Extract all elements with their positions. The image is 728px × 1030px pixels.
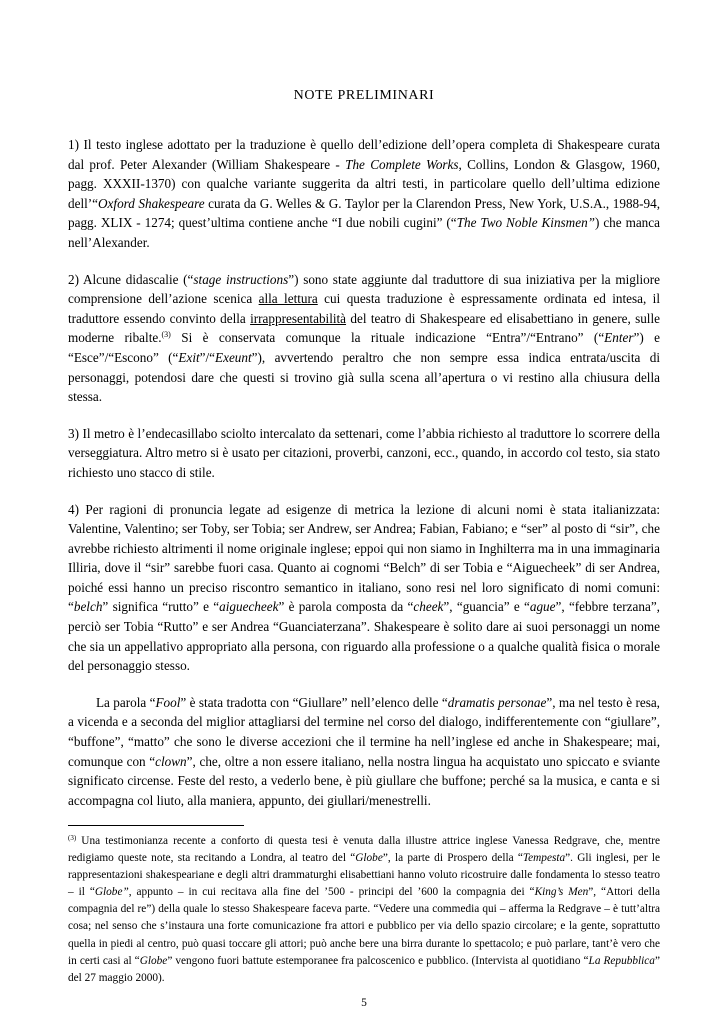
footnote-divider <box>68 825 244 826</box>
paragraph-2: 2) Alcune didascalie (“stage instructions”) sono state aggiunte dal traduttore di sua iniziativa per la migliore comprensione dell’azione scenica alla lettura cui questa traduzione è espressamente ordinata ed intesa, il traduttore essendo convinto della irrappresentabilità del teatro di Shakespeare ed elisabettiano in genere, sulle moderne ribalte.$^{(3)}$ Si è conservata comunque la rituale indicazione “Entra”/“Entrano” (“Enter”) e “Esce”/“Escono” (“Exit”/“Exeunt”), avvertendo peraltro che non sempre essa indica entrata/uscita di personaggi, potendosi dare che questi si trovino già sulla scena all’apertura o vi restino alla chiusura della stessa. <box>68 271 661 405</box>
footnote-marker: (3) <box>68 834 77 842</box>
document-body <box>68 135 660 827</box>
footnote: $^{(3)}$ Una testimonianza recente a conforto di questa tesi è venuta dalla illustre attrice inglese Vanessa Redgrave, che, mentre redigiamo queste note, sta recitando a Londra, al teatro del “Globe”, la parte di Prospero della “Tempesta”. Gli inglesi, per le rappresentazioni shakespeariane e degli altri drammaturghi elisabettiani hanno voluto ricostruire dalle fondamenta lo stesso teatro – il “Globe”, appunto – in cui recitava alla fine del ’500 - principi del ’600 la compagnia dei “King’s Men”, “Attori della compagnia del re”) della quale lo stesso Shakespeare faceva parte. “Vedere una commedia qui – afferma la Redgrave – è tutt’altra cosa; nel senso che s’instaura una forte comunicazione fra attori e pubblico per via dello spazio circolare; e la gente, soprattutto quella in piedi al centro, può quasi toccare gli attori; può anche bere una birra durante lo spettacolo; e può parlare, tant’è vero che in certi casi al “Globe” vengono fuori battute estemporanee fra palcoscenico e pubblico. (Intervista al quotidiano “La Repubblica” del 27 maggio 2000). <box>68 834 660 984</box>
page-title: NOTE PRELIMINARI <box>293 88 435 103</box>
paragraph-1: 1) Il testo inglese adottato per la traduzione è quello dell’edizione dell’opera completa di Shakespeare curata dal prof. Peter Alexander (William Shakespeare - The Complete Works, Collins, London & Glasgow, 1960, pagg. XXXII-1370) con qualche variante suggerita da altri testi, in particolare quello dell’ultima edizione dell’“Oxford Shakespeare curata da G. Welles & G. Taylor per la Clarendon Press, New York, U.S.A., 1988-94, pagg. XLIX - 1274; quest’ultima contiene anche “I due nobili cugini” (“The Two Noble Kinsmen”) che manca nell’Alexander. <box>68 137 661 250</box>
footnote-ref[interactable]: (3) <box>161 330 171 340</box>
page-number: 5 <box>361 997 367 1009</box>
paragraph-4: 4) Per ragioni di pronuncia legate ad esigenze di metrica la lezione di alcuni nomi è stata italianizzata: Valentine, Valentino; ser Toby, ser Tobia; ser Andrew, ser Andrea; Fabian, Fabiano; e “ser” al posto di “sir”, che avrebbe richiesto altrimenti il nome originale inglese; eppoi qui non siamo in Inghilterra ma in una immaginaria Illiria, dove il “sir” sarebbe fuori casa. Quanto ai cognomi “Belch” di ser Tobia e “Aiguecheek” di ser Andrea, poiché essi hanno un preciso riscontro semantico in italiano, sono resi nel loro significato di nomi comuni: “belch” significa “rutto” e “aiguecheek” è parola composta da “cheek”, “guancia” e “ague”, “febbre terzana”, perciò ser Tobia “Rutto” e ser Andrea “Guanciaterzana”. Shakespeare è solito dare ai suoi personaggi un nome che sia un appellativo appropriato alla persona, con riguardo alla professione o a qualche qualità fisica o morale del personaggio stesso. <box>68 501 660 674</box>
paragraph-3: 3) Il metro è l’endecasillabo sciolto intercalato da settenari, come l’abbia richiesto al traduttore lo scorrere della verseggiatura. Altro metro si è usato per citazioni, proverbi, canzoni, ecc., quando, in accordo col testo, sia stato richiesto uno stacco di stile. <box>68 425 660 480</box>
paragraph-5: La parola “Fool” è stata tradotta con “Giullare” nell’elenco delle “dramatis personae”, ma nel testo è resa, a vicenda e a seconda del miglior attagliarsi del termine nel corso del dialogo, indifferentemente con “giullare”, “buffone”, “matto” che sono le diverse accezioni che il termine ha nell’inglese ed anche in Shakespeare; mai, comunque con “clown”, che, oltre a non essere italiano, nella nostra lingua ha acquistato uno spiccato e sviante significato circense. Feste del resto, a vederlo bene, è più giullare che buffone; perché sa la musica, e canta e si accompagna col liuto, alla maniera, appunto, dei giullari/menestrelli. <box>68 694 660 808</box>
